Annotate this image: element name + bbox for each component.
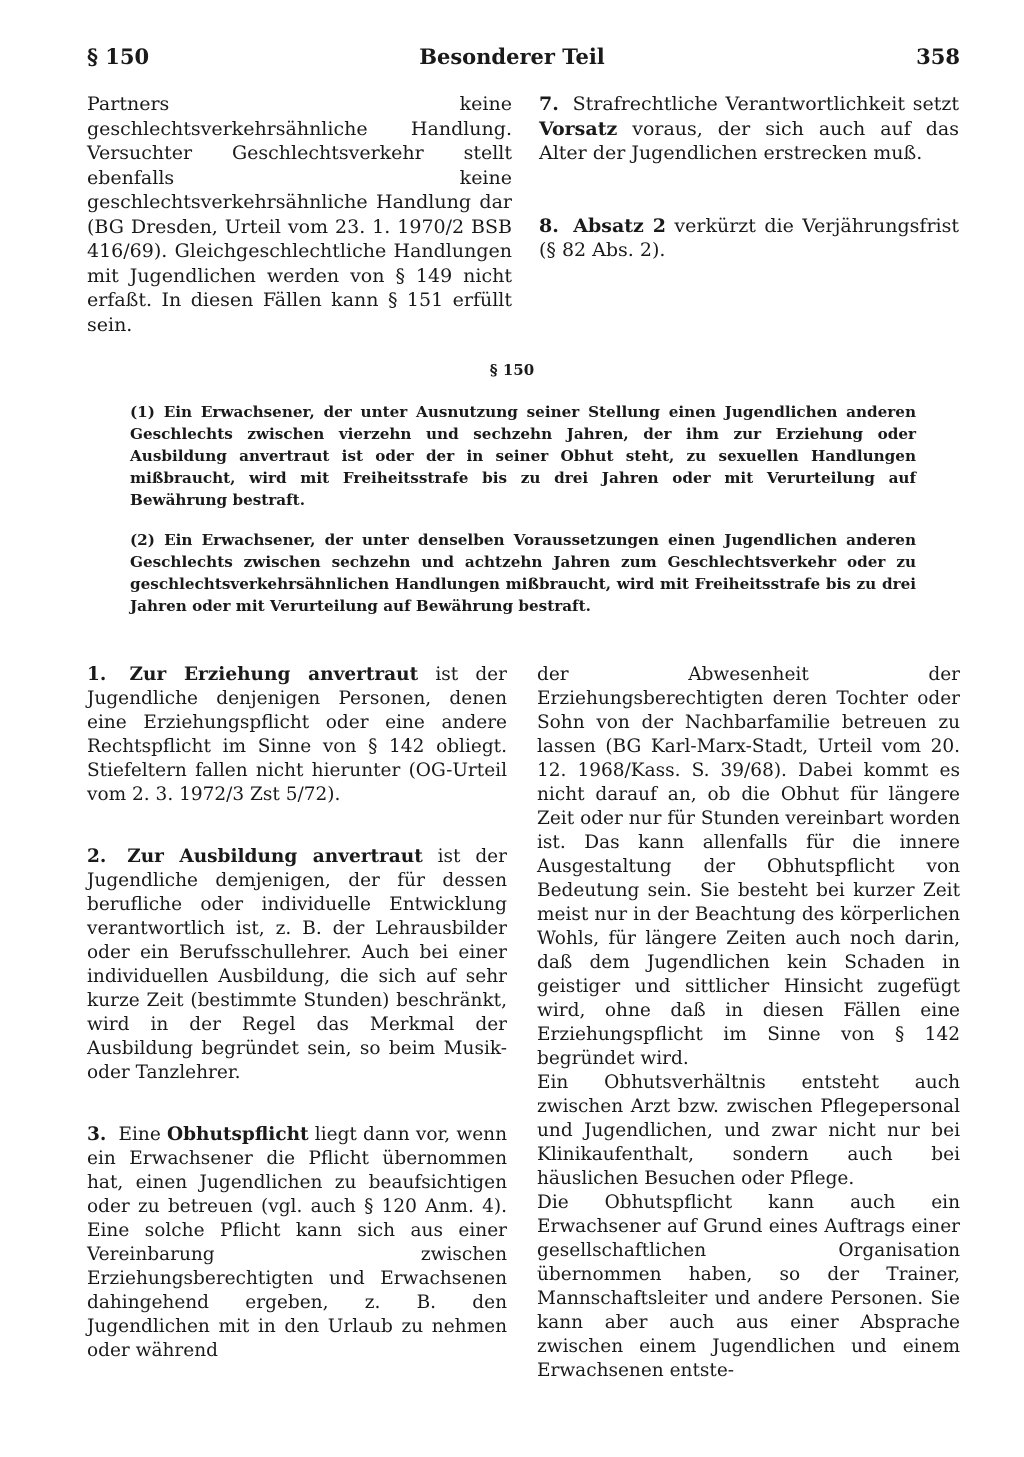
note-text: ist der Jugendliche demjenigen, der für dessen berufliche oder individuelle Entwicklung verantwortlich ist, z. B. der Lehrausbilder oder ein Berufsschullehrer. Auch bei einer individuellen Ausbildung, die sich auf sehr kurze Zeit (bestimmte Stunden) beschränkt, wird in der Regel das Merkmal der Ausbildung begründet sein, so beim Musik- oder Tanzlehrer. (87, 846, 507, 1083)
note-text: verkürzt die Verjährungsfrist (§ 82 Abs. 2). (539, 214, 959, 261)
top-right-column (539, 92, 959, 263)
note-8 (539, 214, 959, 263)
law-paragraph-1: (1) Ein Erwachsener, der unter Ausnutzung seiner Stellung einen Jugendlichen anderen Geschlechts zwischen vierzehn und sechzehn Jahren, der ihm zur Erziehung oder Ausbildung anvertraut ist oder der in seiner Obhut steht, zu sexuellen Handlungen mißbraucht, wird mit Freiheitsstrafe bis zu drei Jahren oder mit Verurteilung auf Bewährung bestraft. (130, 403, 916, 509)
note-keyword: Vorsatz (539, 117, 618, 140)
commentary-paragraph-1: der Abwesenheit der Erziehungsberechtigten deren Tochter oder Sohn von der Nachbarfamilie betreuen zu lassen (BG Karl-Marx-Stadt, Urteil vom 20. 12. 1968/Kass. S. 39/68). Dabei kommt es nicht darauf an, ob die Obhut für längere Zeit oder nur für Stunden vereinbart worden ist. Das kann allenfalls für die innere Ausgestaltung der Obhutspflicht von Bedeutung sein. Sie besteht bei kurzer Zeit meist nur in der Beachtung des körperlichen Wohls, für längere Zeiten auch noch darin, daß dem Jugendlichen kein Schaden in geistiger und sittlicher Hinsicht zugefügt wird, ohne daß in diesen Fällen eine Erziehungspflicht im Sinne von § 142 begründet wird. (537, 664, 960, 1069)
note-7 (539, 92, 959, 166)
continuation-paragraph: Partners keine geschlechtsverkehrsähnliche Handlung. Versuchter Geschlechtsverkehr stellt ebenfalls keine geschlechtsverkehrsähnliche Handlung dar (BG Dresden, Urteil vom 23. 1. 1970/2 BSB 416/69). Gleichgeschlechtliche Handlungen mit Jugendlichen werden von § 149 nicht erfaßt. In diesen Fällen kann § 151 erfüllt sein. (87, 93, 512, 336)
note-2 (87, 845, 507, 1085)
note-text-pre: Eine (118, 1124, 161, 1145)
page-number: 358 (916, 44, 960, 69)
note-keyword: Zur Ausbildung anvertraut (127, 846, 423, 867)
note-text-pre: Strafrechtliche Verantwortlichkeit setzt (572, 93, 959, 115)
note-keyword: Zur Erziehung anvertraut (129, 664, 419, 685)
note-keyword: Obhutspflicht (167, 1124, 309, 1145)
top-left-column (87, 92, 512, 337)
commentary-paragraph-3: Die Obhutspflicht kann auch ein Erwachsener auf Grund eines Auftrags einer gesellschaftlichen Organisation übernommen haben, so der Trainer, Mannschaftsleiter und andere Personen. Sie kann aber auch aus einer Absprache zwischen einem Jugendlichen und einem Erwachsenen entste- (537, 1192, 960, 1381)
note-number: 1. (87, 664, 107, 685)
note-number: 8. (539, 214, 559, 237)
note-3 (87, 1123, 507, 1363)
note-text: ist der Jugendliche denjenigen Personen, denen eine Erziehungspflicht oder eine andere Rechtspflicht im Sinne von § 142 obliegt. Stiefeltern fallen nicht hierunter (OG-Urteil vom 2. 3. 1972/3 Zst 5/72). (87, 664, 507, 805)
header-part-title: Besonderer Teil (419, 44, 605, 69)
note-number: 2. (87, 846, 107, 867)
header-section-number: § 150 (87, 44, 150, 69)
note-keyword: Absatz 2 (573, 214, 667, 237)
law-paragraph-2: (2) Ein Erwachsener, der unter denselben Voraussetzungen einen Jugendlichen anderen Geschlechts zwischen sechzehn und achtzehn Jahren zum Geschlechtsverkehr oder zu geschlechtsverkehrsähnlichen Handlungen mißbraucht, wird mit Freiheitsstrafe bis zu drei Jahren oder mit Verurteilung auf Bewährung bestraft. (130, 531, 916, 615)
note-number: 7. (539, 93, 559, 115)
note-text: liegt dann vor, wenn ein Erwachsener die Pflicht übernommen hat, einen Jugendlichen zu beaufsichtigen oder zu betreuen (vgl. auch § 120 Anm. 4). Eine solche Pflicht kann sich aus einer Vereinbarung zwischen Erziehungsberechtigten und Erwachsenen dahingehend ergeben, z. B. den Jugendlichen mit in den Urlaub zu nehmen oder während (87, 1124, 507, 1361)
bottom-left-column (87, 663, 507, 1363)
note-1 (87, 663, 507, 807)
commentary-paragraph-2: Ein Obhutsverhältnis entsteht auch zwischen Arzt bzw. zwischen Pflegepersonal und Jugendlichen, und zwar nicht nur bei Klinikaufenthalt, sondern auch bei häuslichen Besuchen oder Pflege. (537, 1072, 960, 1189)
note-number: 3. (87, 1124, 107, 1145)
note-text: voraus, der sich auch auf das Alter der Jugendlichen erstrecken muß. (539, 117, 959, 164)
bottom-right-column (537, 663, 960, 1383)
section-title: § 150 (489, 361, 535, 379)
